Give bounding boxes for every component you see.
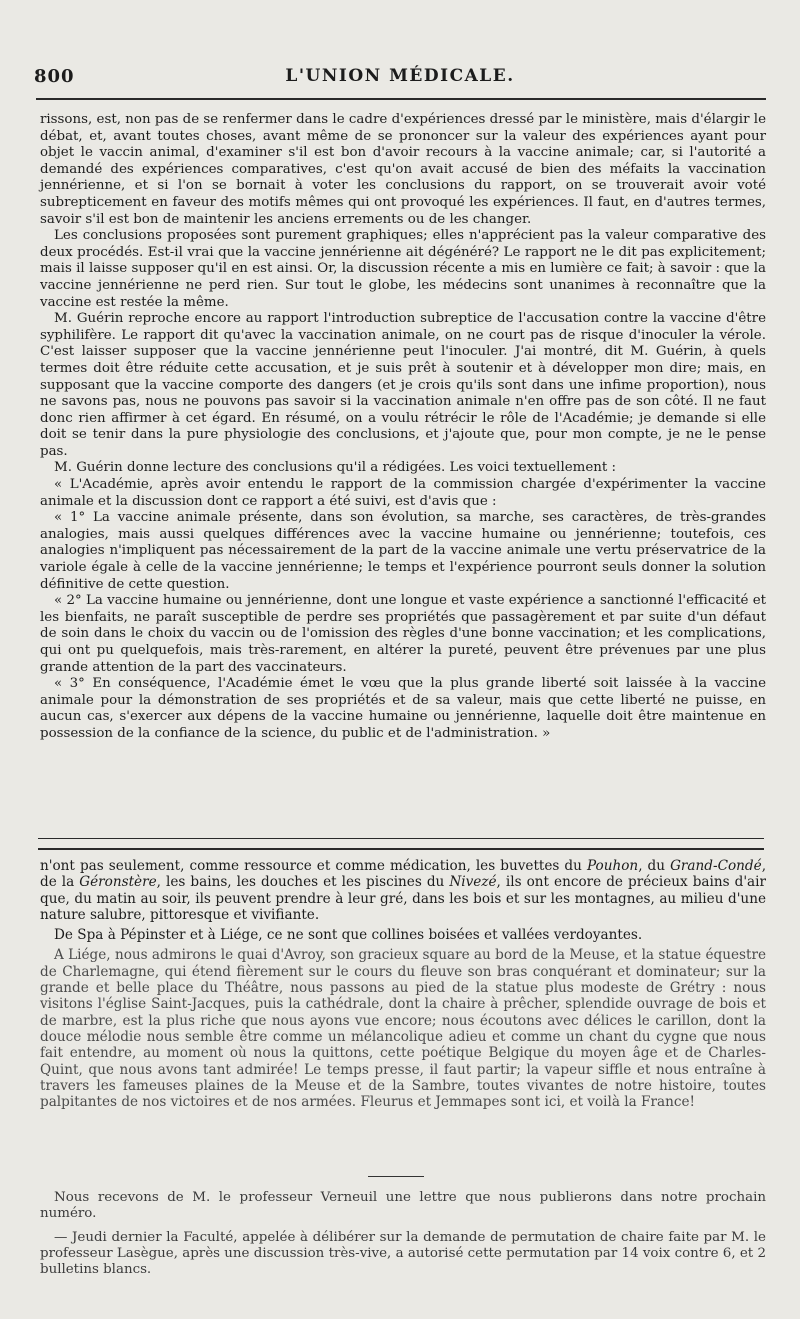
news-item: Nous recevons de M. le professeur Verneuil une lettre que nous publierons dans notre prochain numéro. — [40, 1190, 766, 1221]
article-paragraph: rissons, est, non pas de se renfermer dans le cadre d'expériences dressé par le ministère, mais d'élargir le débat, et, avant toutes choses, avant même de se prononcer sur la valeur des expériences ayant pour objet le vaccin animal, d'examiner s'il est bon d'avoir recours à la vaccine animale; car, si l'autorité a demandé des expériences comparatives, c'est qu'on avait accusé de bien des méfaits la vaccination jennérienne, et si l'on se bornait à voter les conclusions du rapport, on se trouverait avoir voté subrepticement en faveur des motifs mêmes qui ont provoqué les expériences. Il faut, en d'autres termes, savoir s'il est bon de maintenir les anciens errements ou de les changer. — [40, 112, 766, 227]
page-header — [34, 66, 766, 90]
feuilleton-paragraph: De Spa à Pépinster et à Liége, ce ne sont que collines boisées et vallées verdoyantes. — [54, 927, 643, 944]
text-run: , les bains, les douches et les piscines du — [156, 874, 450, 891]
place-name: Géronstère — [79, 874, 157, 891]
news-item: — Jeudi dernier la Faculté, appelée à délibérer sur la demande de permutation de chaire faite par M. le professeur Lasègue, après une discussion très-vive, a autorisé cette permutation par 14 voix contre 6, et 2 bulletins blancs. — [40, 1230, 766, 1277]
feuilleton-paragraph: A Liége, nous admirons le quai d'Avroy, son gracieux square au bord de la Meuse, et la statue équestre de Charlemagne, qui étend fièrement sur le cours du fleuve son bras conquérant et dominateur; sur la grande et belle place du Théâtre, nous passons au pied de la statue plus modeste de Grétry : nous visitons l'église Saint-Jacques, puis la cathédrale, dont la chaire à prêcher, splendide ouvrage de bois et de marbre, est la plus riche que nous ayons vue encore; nous écoutons avec délices le carillon, dont la douce mélodie nous semble être comme un mélancolique adieu et comme un chant du cygne que nous fait entendre, au moment où nous la quittons, cette poétique Belgique du moyen âge et de Charles-Quint, que nous avons tant admirée! Le temps presse, il faut partir; la vapeur siffle et nous entraîne à travers les fameuses plaines de la Meuse et de la Sambre, toutes vivantes de notre histoire, toutes palpitantes de nos victoires et de nos armées. Fleurus et Jemmapes sont ici, et voilà la France! — [40, 947, 766, 1111]
conclusion-intro: « L'Académie, après avoir entendu le rapport de la commission chargée d'expérimenter la vaccine animale et la discussion dont ce rapport a été suivi, est d'avis que : — [40, 477, 766, 509]
main-article — [40, 112, 766, 743]
feuilleton-section — [40, 858, 766, 1114]
page-number: 800 — [34, 66, 75, 87]
article-paragraph: M. Guérin reproche encore au rapport l'introduction subreptice de l'accusation contre la vaccine d'être syphilifère. Le rapport dit qu'avec la vaccination animale, on ne court pas de risque d'inoculer la vérole. C'est laisser supposer que la vaccine jennérienne peut l'inoculer. J'ai montré, dit M. Guérin, à quels termes doit être réduite cette accusation, et je suis prêt à soutenir et à développer mon dire; mais, en supposant que la vaccine comporte des dangers (et je crois qu'ils sont dans une infime proportion), nous ne savons pas, nous ne pouvons pas savoir si la vaccination animale n'en offre pas de son côté. Il ne faut donc rien affirmer à cet égard. En résumé, on a voulu rétrécir le rôle de l'Académie; je demande si elle doit se tenir dans la pure physiologie des conclusions, et j'ajoute que, pour mon compte, je ne le pense pas. — [40, 311, 766, 459]
news-section — [40, 1190, 766, 1286]
conclusion-item-1: « 1° La vaccine animale présente, dans son évolution, sa marche, ses caractères, de très-grandes analogies, mais aussi quelques différences avec la vaccine humaine ou jennérienne; toutefois, ces analogies n'impliquent pas nécessairement de la part de la vaccine animale une vertu préservatrice de la variole égale à celle de la vaccine jennérienne; le temps et l'expérience pourront seuls donner la solution définitive de cette question. — [40, 510, 766, 592]
text-run: , de la — [40, 858, 767, 891]
feuilleton-paragraph — [40, 858, 766, 923]
text-run: , du — [638, 858, 671, 874]
text-run: n'ont pas seulement, comme ressource et comme médication, les buvettes du — [40, 858, 587, 874]
article-paragraph: Les conclusions proposées sont purement graphiques; elles n'apprécient pas la valeur comparative des deux procédés. Est-il vrai que la vaccine jennérienne ait dégénéré? Le rapport ne le dit pas explicitement; mais il laisse supposer qu'il en est ainsi. Or, la discussion récente a mis en lumière ce fait; à savoir : que la vaccine jennérienne ne perd rien. Sur tout le globe, les médecins sont unanimes à reconnaître que la vaccine est restée la même. — [40, 228, 766, 310]
feuilleton-separator — [38, 838, 764, 850]
article-paragraph: M. Guérin donne lecture des conclusions qu'il a rédigées. Les voici textuellement : — [54, 460, 617, 476]
conclusion-item-3: « 3° En conséquence, l'Académie émet le vœu que la plus grande liberté soit laissée à la vaccine animale pour la démonstration de ses propriétés et de sa valeur, mais que cette liberté ne puisse, en aucun cas, s'exercer aux dépens de la vaccine humaine ou jennérienne, laquelle doit être maintenue en possession de la confiance de la science, du public et de l'administration. » — [40, 676, 766, 741]
place-name: Pouhon — [586, 858, 639, 874]
running-title: L'UNION MÉDICALE. — [285, 66, 515, 86]
place-name: Nivezé — [449, 874, 497, 891]
header-rule — [36, 98, 766, 100]
text-run: , ils ont encore de précieux bains d'air que, du matin au soir, ils peuvent prendre à leur gré, dans les bois et sur les montagnes, au milieu d'une nature salubre, pittoresque et vivifiante. — [40, 874, 767, 923]
section-divider — [368, 1176, 424, 1177]
place-name: Grand-Condé — [670, 858, 762, 874]
conclusion-item-2: « 2° La vaccine humaine ou jennérienne, dont une longue et vaste expérience a sanctionné l'efficacité et les bienfaits, ne paraît susceptible de perdre ses propriétés que passagèrement et par suite d'un défaut de soin dans le choix du vaccin ou de l'omission des règles d'une bonne vaccination; et les complications, qui ont pu quelquefois, mais très-rarement, en altérer la pureté, peuvent être prévenues par une plus grande attention de la part des vaccinateurs. — [40, 593, 766, 675]
